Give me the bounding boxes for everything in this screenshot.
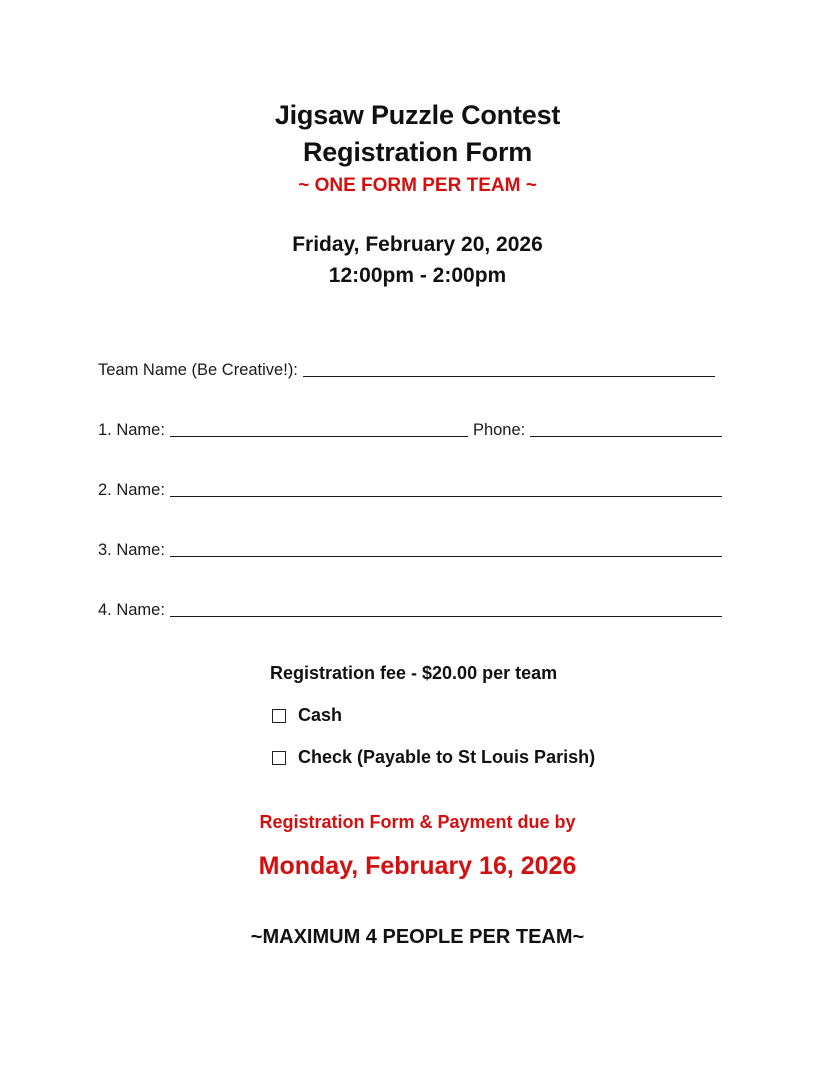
one-form-notice: ~ ONE FORM PER TEAM ~ [298,175,537,196]
fee-heading: Registration fee - $20.00 per team [270,663,558,683]
member-3-label: 3. Name: [98,541,165,559]
due-date: Monday, February 16, 2026 [258,852,577,880]
check-option[interactable] [270,747,595,768]
member-1-name-line[interactable] [170,435,468,437]
team-name-input-line[interactable] [303,375,715,377]
phone-label: Phone: [472,421,526,439]
due-label: Registration Form & Payment due by [259,812,576,832]
cash-option[interactable] [270,705,342,726]
form-subtitle: Registration Form [302,137,533,167]
member-2-field [98,481,722,500]
team-name-field [98,361,715,380]
check-label: Check (Payable to St Louis Parish) [298,747,596,767]
check-checkbox[interactable] [272,751,286,765]
member-4-name-line[interactable] [170,615,722,617]
member-4-label: 4. Name: [98,601,165,619]
event-time: 12:00pm - 2:00pm [328,264,507,287]
event-date: Friday, February 20, 2026 [292,233,543,256]
team-name-label: Team Name (Be Creative!): [98,361,298,379]
member-1-field [98,421,722,440]
member-1-phone-line[interactable] [530,435,722,437]
member-1-label: 1. Name: [98,421,165,439]
member-2-label: 2. Name: [98,481,165,499]
member-2-name-line[interactable] [170,495,722,497]
cash-label: Cash [298,705,343,725]
max-people-note: ~MAXIMUM 4 PEOPLE PER TEAM~ [250,926,585,948]
member-3-field [98,541,722,560]
form-title: Jigsaw Puzzle Contest [274,100,561,130]
cash-checkbox[interactable] [272,709,286,723]
member-3-name-line[interactable] [170,555,722,557]
member-4-field [98,601,722,620]
